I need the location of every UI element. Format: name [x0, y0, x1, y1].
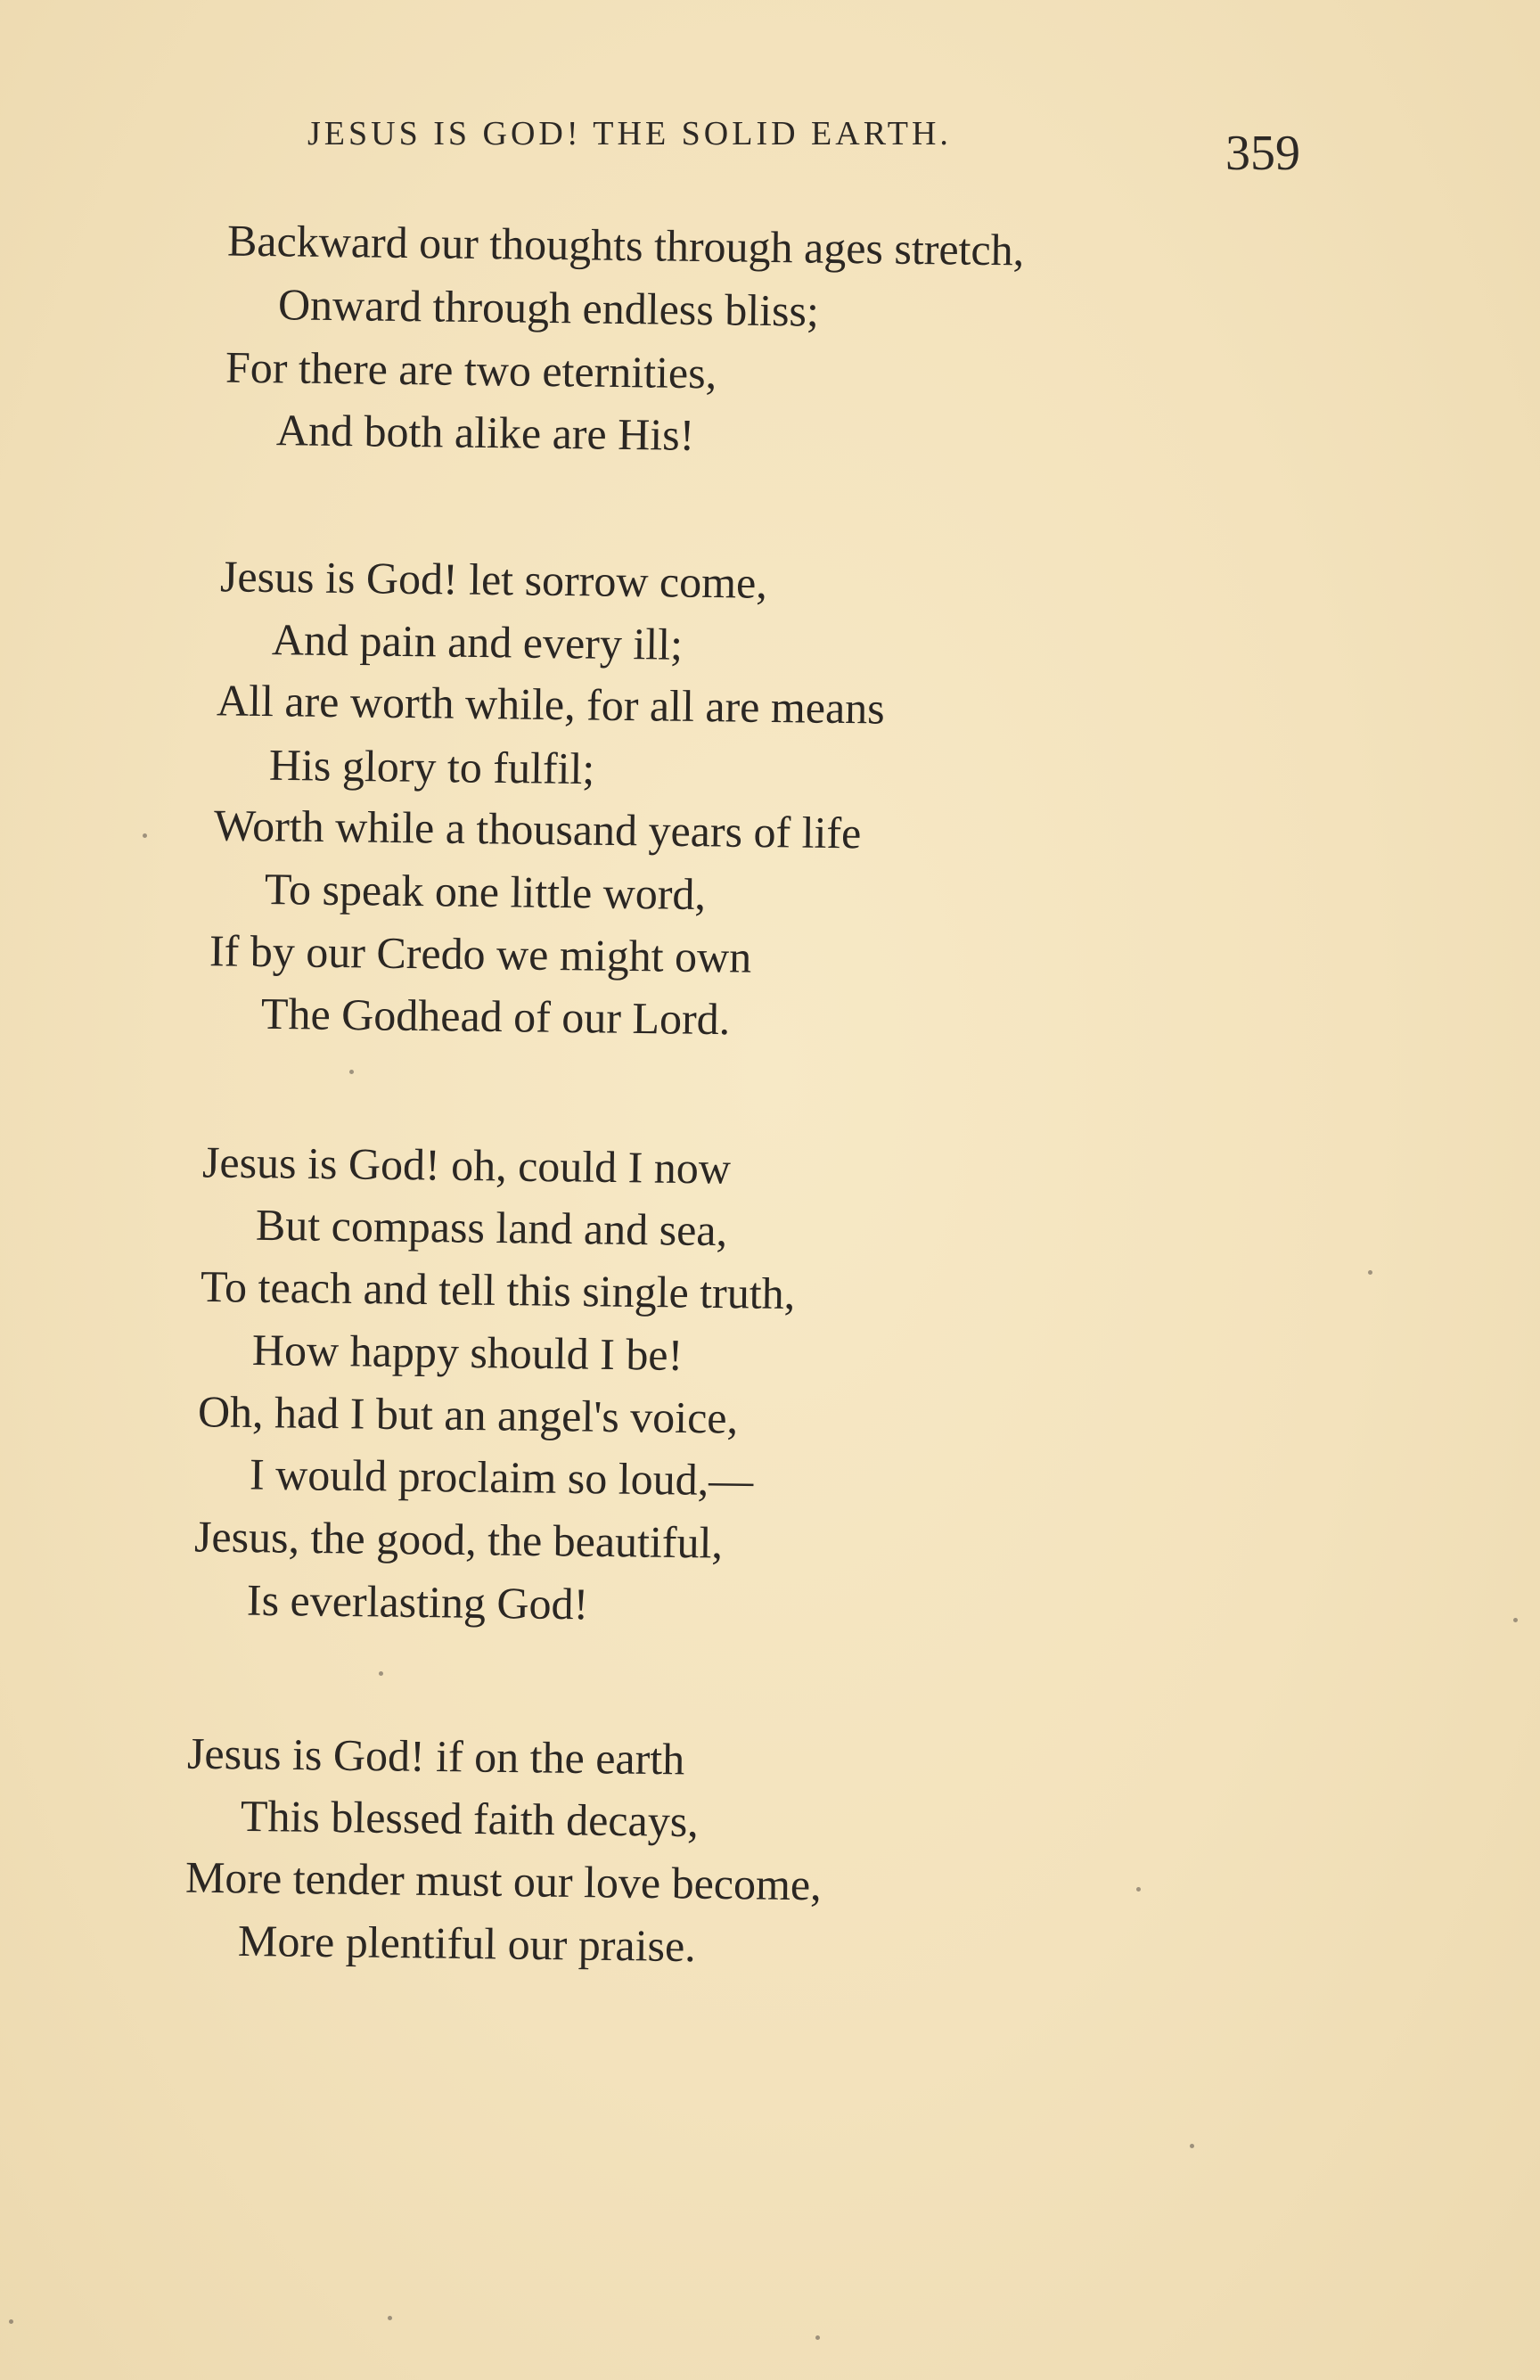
poem-line: Is everlasting God!: [246, 1574, 589, 1629]
poem-line: And pain and every ill;: [271, 614, 684, 669]
poem-line: To teach and tell this single truth,: [200, 1260, 796, 1319]
poem-line: If by our Credo we might own: [209, 925, 752, 982]
poem-line: His glory to fulfil;: [268, 739, 595, 794]
poem-line: Worth while a thousand years of life: [213, 800, 862, 858]
poem-line: All are worth while, for all are means: [216, 675, 886, 734]
paper-speck: [1136, 1887, 1141, 1892]
poem-line: Jesus, the good, the beautiful,: [193, 1511, 724, 1568]
paper-speck: [815, 2335, 820, 2340]
poem-line: Jesus is God! oh, could I now: [201, 1137, 732, 1194]
poem-line: Jesus is God! let sorrow come,: [219, 551, 768, 608]
poem-line: Jesus is God! if on the earth: [186, 1728, 685, 1785]
poem-line: How happy should I be!: [251, 1325, 684, 1380]
paper-speck: [349, 1070, 354, 1074]
poem-line: And both alike are His!: [275, 405, 695, 460]
poem-line: But compass land and sea,: [255, 1199, 728, 1256]
poem-line: More plentiful our praise.: [237, 1915, 697, 1972]
running-head: JESUS IS GOD! THE SOLID EARTH.: [307, 115, 952, 152]
paper-speck: [379, 1671, 383, 1676]
poem-line: Oh, had I but an angel's voice,: [197, 1386, 739, 1443]
paper-speck: [143, 833, 147, 838]
poem-line: To speak one little word,: [264, 863, 707, 920]
paper-speck: [1513, 1618, 1518, 1622]
paper-speck: [9, 2319, 13, 2324]
poem-line: For there are two eternities,: [225, 341, 717, 398]
paper-speck: [1368, 1270, 1372, 1275]
page-number: 359: [1225, 126, 1300, 181]
paper-speck: [1190, 2144, 1194, 2148]
paper-speck: [388, 2316, 392, 2320]
poem-line: This blessed faith decays,: [240, 1790, 700, 1847]
poem-line: I would proclaim so loud,—: [249, 1449, 754, 1506]
poem-line: More tender must our love become,: [184, 1851, 822, 1910]
poem-line: The Godhead of our Lord.: [260, 988, 731, 1045]
poem-line: Backward our thoughts through ages stretch,: [226, 215, 1025, 275]
poem-line: Onward through endless bliss;: [277, 279, 820, 336]
